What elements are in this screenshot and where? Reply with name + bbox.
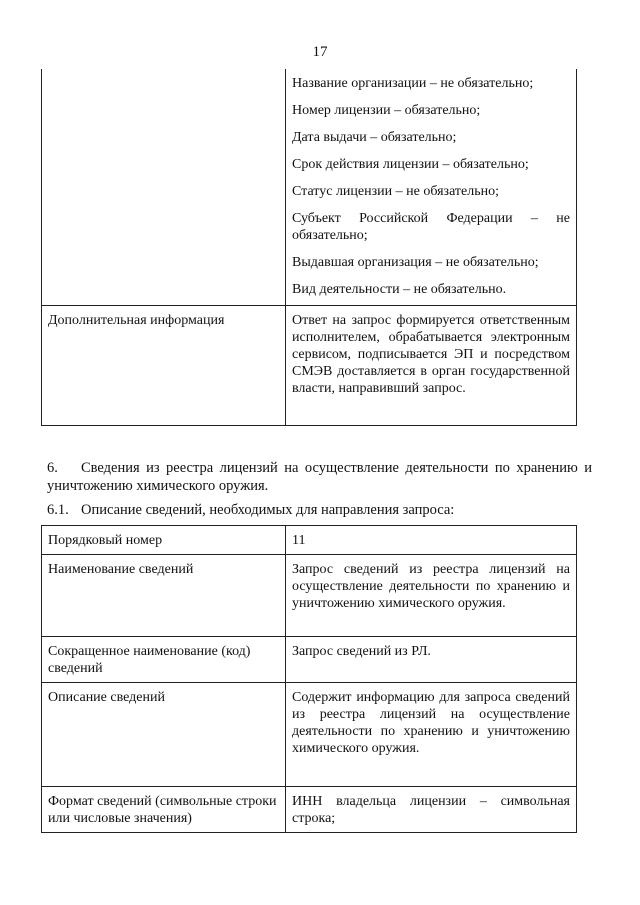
page-number: 17 — [312, 44, 328, 60]
field-item: Субъект Российской Федерации – не обязательно; — [292, 211, 570, 243]
table-cell-value: Ответ на запрос формируется ответственным исполнителем, обрабатывается электронным сервисом, подписывается ЭП и посредством СМЭВ доставляется в орган государственной власти, направивший запрос. — [286, 305, 577, 425]
table-cell-value: Содержит информацию для запроса сведений из реестра лицензий на осуществление деятельности по хранению и уничтожению химического оружия. — [286, 683, 577, 787]
table-cell-label: Сокращенное наименование (код) сведений — [42, 637, 286, 683]
table-row — [42, 69, 577, 305]
field-item: Статус лицензии – не обязательно; — [292, 184, 500, 199]
request-description-table — [41, 525, 577, 833]
table-cell-value: Запрос сведений из РЛ. — [286, 637, 577, 683]
field-item: Срок действия лицензии – обязательно; — [292, 157, 529, 172]
field-item: Название организации – не обязательно; — [292, 76, 534, 91]
field-item: Вид деятельности – не обязательно. — [292, 282, 507, 297]
table-row — [42, 555, 577, 637]
table-cell-label: Дополнительная информация — [42, 305, 286, 425]
table-cell-label: Наименование сведений — [42, 555, 286, 637]
table-cell-value: ИНН владельца лицензии – символьная строка; — [286, 787, 577, 833]
table-row — [42, 683, 577, 787]
table-cell-label: Описание сведений — [42, 683, 286, 787]
section-title: Описание сведений, необходимых для направления запроса: — [81, 502, 455, 518]
table-row — [42, 637, 577, 683]
table-cell-label: Формат сведений (символьные строки или числовые значения) — [42, 787, 286, 833]
table-row — [42, 305, 577, 425]
table-row — [42, 787, 577, 833]
section-number: 6. — [47, 460, 58, 476]
section-heading — [47, 459, 592, 495]
table-cell-value — [286, 69, 577, 305]
section-number: 6.1. — [47, 502, 69, 518]
field-item: Выдавшая организация – не обязательно; — [292, 255, 539, 270]
table-cell-value: 11 — [286, 526, 577, 555]
table-cell-label — [42, 69, 286, 305]
response-table — [41, 69, 577, 426]
field-item: Номер лицензии – обязательно; — [292, 103, 481, 118]
subsection-heading — [47, 501, 592, 519]
table-cell-value: Запрос сведений из реестра лицензий на осуществление деятельности по хранению и уничтожению химического оружия. — [286, 555, 577, 637]
field-item: Дата выдачи – обязательно; — [292, 130, 457, 145]
table-cell-label: Порядковый номер — [42, 526, 286, 555]
section-title: Сведения из реестра лицензий на осуществление деятельности по хранению и уничтожению химического оружия. — [47, 460, 592, 494]
table-row — [42, 526, 577, 555]
